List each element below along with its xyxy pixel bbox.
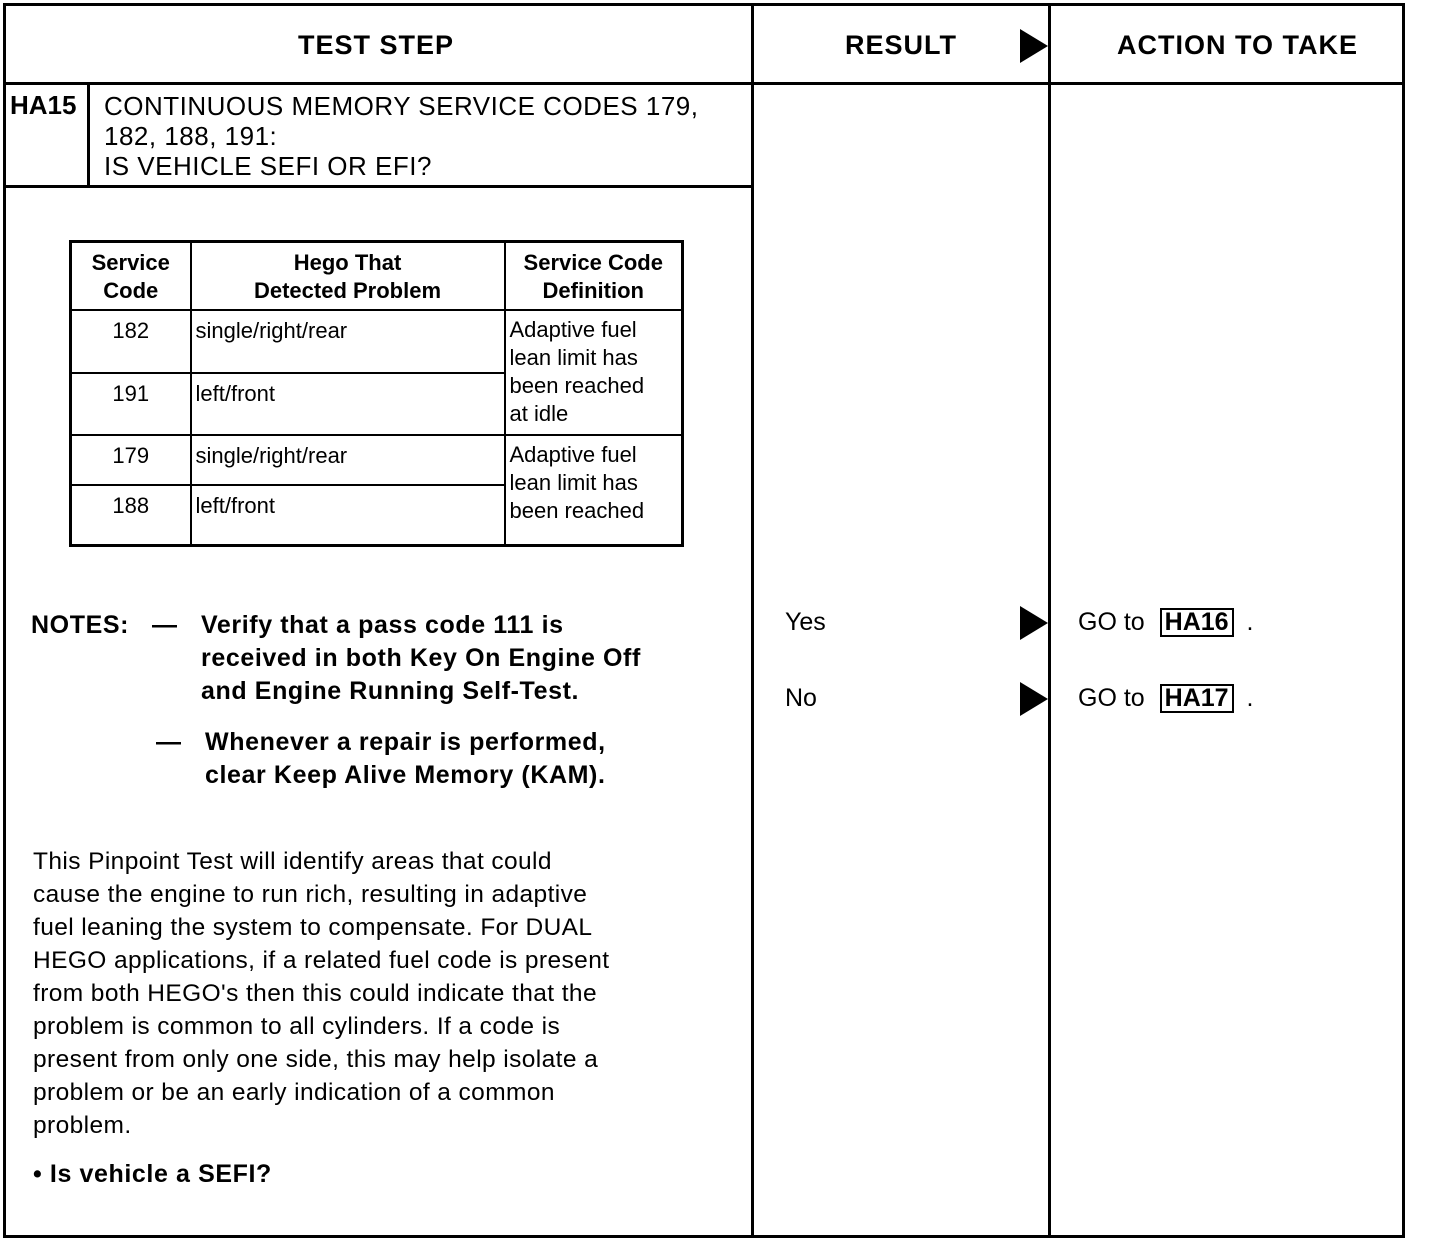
notes-label: NOTES: [31,611,130,639]
service-code-table [69,240,684,547]
cell-hego: left/front [191,485,505,545]
note-dash: — [156,728,182,756]
goto-ha17-link[interactable]: HA17 [1160,684,1234,713]
divider-result-action [1048,3,1051,1238]
description-paragraph: This Pinpoint Test will identify areas that could cause the engine to run rich, resulting in adaptive fuel leaning the system to compensate. For DUAL HEGO applications, if a related fuel code is present from both HEGO's then this could indicate that the problem is common to all cylinders. If a code is present from only one side, this may help isolate a problem or be an early indication of a common problem. [33,848,610,1139]
step-title-underline [3,185,754,188]
result-no: No [785,684,817,712]
step-title-line: IS VEHICLE SEFI OR EFI? [104,151,432,181]
go-to-text: GO to [1078,684,1145,712]
step-title [104,91,744,181]
action-no [1078,684,1253,713]
note-dash: — [152,611,178,639]
cell-hego: single/right/rear [191,435,505,485]
action-yes [1078,608,1253,637]
cell-definition: Adaptive fuel lean limit has been reached [505,435,683,545]
step-id: HA15 [10,90,77,120]
cell-code: 188 [71,485,191,545]
header-underline [3,82,1405,85]
header-arrow-icon [1020,29,1048,63]
period: . [1246,608,1254,636]
header-action: ACTION TO TAKE [1117,30,1358,60]
result-no-arrow-icon [1020,682,1048,716]
period: . [1246,684,1254,712]
step-title-line: CONTINUOUS MEMORY SERVICE CODES 179, [104,91,699,121]
cell-definition: Adaptive fuel lean limit has been reached at idle [505,310,683,435]
step-id-divider [87,82,90,188]
table-row [71,435,683,485]
header-test-step: TEST STEP [298,30,455,60]
step-question: • Is vehicle a SEFI? [33,1160,272,1188]
divider-teststep-result [751,3,754,1238]
cell-hego: left/front [191,373,505,435]
cell-code: 179 [71,435,191,485]
cell-code: 182 [71,310,191,373]
go-to-text: GO to [1078,608,1145,636]
result-yes-arrow-icon [1020,606,1048,640]
cell-code: 191 [71,373,191,435]
table-header-service-code: Service Code [71,242,191,311]
goto-ha16-link[interactable]: HA16 [1160,608,1234,637]
table-header-hego: Hego That Detected Problem [191,242,505,311]
table-header-definition: Service Code Definition [505,242,683,311]
result-yes: Yes [785,608,826,636]
note-2: Whenever a repair is performed, clear Keep Alive Memory (KAM). [205,728,606,789]
note-1: Verify that a pass code 111 is received in both Key On Engine Off and Engine Running Self-Test. [201,611,641,705]
table-row [71,310,683,373]
header-result: RESULT [845,30,957,60]
cell-hego: single/right/rear [191,310,505,373]
table-header-row [71,242,683,311]
step-title-line: 182, 188, 191: [104,121,278,151]
